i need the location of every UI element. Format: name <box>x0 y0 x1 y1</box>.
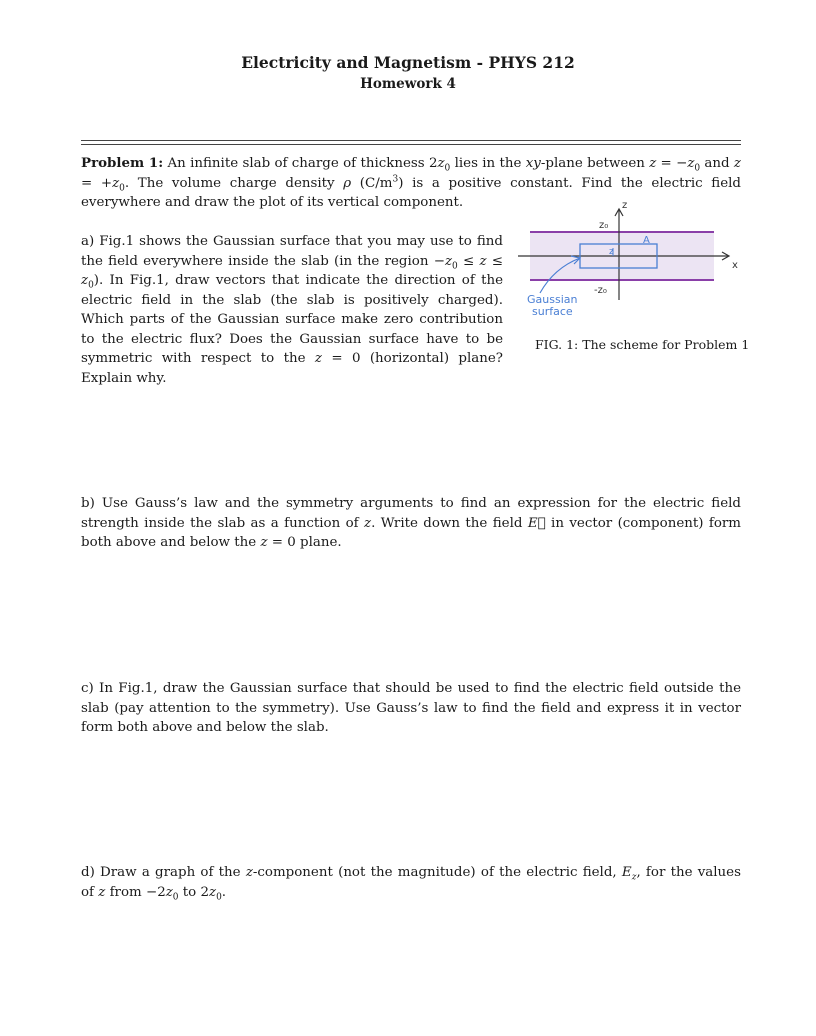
area-label: A <box>643 235 650 246</box>
page-title: Electricity and Magnetism - PHYS 212 <box>241 53 575 72</box>
x-axis-label: x <box>732 260 738 271</box>
z-axis-label: z <box>622 200 628 211</box>
problem-label: Problem 1: <box>81 155 164 171</box>
figure-slab-diagram <box>510 198 740 320</box>
part-a-text: a) Fig.1 shows the Gaussian surface that you may use to find the field everywhere inside the slab (in the region $-z_0 \le z \le z_0$). In Fig.1, draw vectors that indicate the direction of the electric field in the slab (the slab is positively charged). Which parts of the Gaussian surface make zero contribution to the electric flux? Does the Gaussian surface have to be symmetric with respect to the z = 0 (horizontal) plane? Explain why. <box>81 234 503 386</box>
top-z0-label: z₀ <box>599 220 609 231</box>
header-rule-bottom <box>81 144 741 145</box>
problem1-intro: Problem 1: An infinite slab of charge of thickness $2z_0$ lies in the xy-plane between $z = -z_0$ and $z = +z_0$. The volume charge density ρ $(C/m^3)$ is a positive constant. Find the electric field everywhere and draw the plot of its vertical component. <box>81 155 741 210</box>
part-c-text: c) In Fig.1, draw the Gaussian surface that should be used to find the electric field outside the slab (pay attention to the symmetry). Use Gauss’s law to find the field and express it in vector form both above and below the slab. <box>81 681 741 735</box>
bottom-z0-label: -z₀ <box>594 285 607 296</box>
header-rule-top <box>81 140 741 141</box>
gaussian-label-line2: surface <box>532 305 573 318</box>
part-d-text: d) Draw a graph of the z-component (not the magnitude) of the electric field, $E_z$, for the values of z from $-2z_0$ to $2z_0$. <box>81 865 741 903</box>
figure-caption: FIG. 1: The scheme for Problem 1 <box>535 337 750 352</box>
page-subtitle: Homework 4 <box>360 76 456 92</box>
gaussian-label-line1: Gaussian <box>527 293 578 306</box>
part-b-text: b) Use Gauss’s law and the symmetry arguments to find an expression for the electric field strength inside the slab as a function of z. Write down the field E⃗ in vector (component) form both above and below the z = 0 plane. <box>81 496 741 550</box>
height-label: z <box>609 247 614 257</box>
